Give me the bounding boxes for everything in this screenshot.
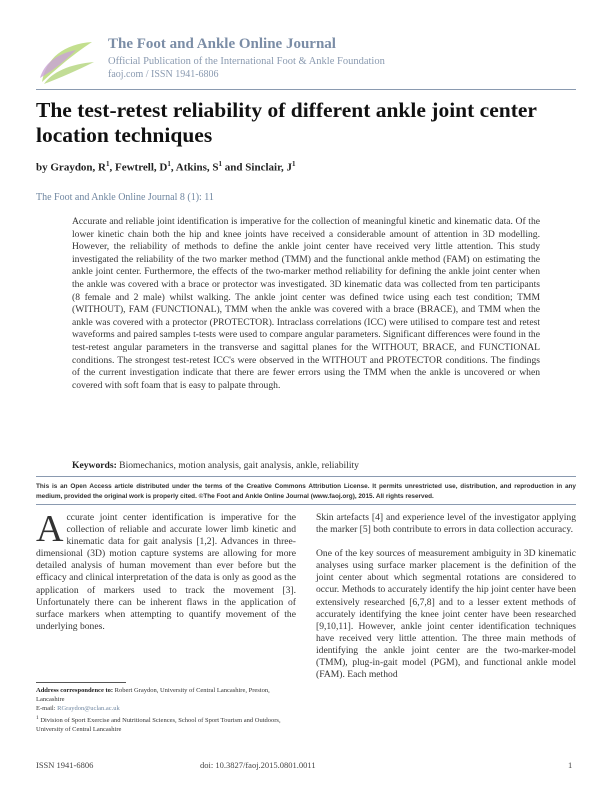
- article-title: The test-retest reliability of different ankle joint center location techniques: [36, 98, 537, 147]
- intro-paragraph-3: One of the key sources of measurement ambiguity in 3D kinematic analyses using surface marker placement is the definition of the joint center about which segmental rotations are considered to occur. Methods to accurately identify the hip joint center have been extensively researched [6,7,8] and to a lesser extent methods of accurately identifying the knee joint center have been researched [9,10,11]. However, ankle joint center identification techniques have received very little attention. The three main methods of identifying the ankle joint center are the two-marker-model (TMM), plug-in-gait model (PGM), and functional ankle model (FAM). Each method: [316, 548, 576, 681]
- correspondence-text: Robert Graydon, University of Central Lancashire, Preston, Lancashire: [36, 687, 270, 704]
- header-rule: [36, 89, 576, 90]
- author-name: Fewtrell, D: [115, 161, 168, 174]
- affiliation-text: Division of Sport Exercise and Nutritional Sciences, School of Sport Tourism and Outdoors, University of Central Lancashire: [36, 716, 281, 733]
- correspondence-rule: [36, 682, 126, 683]
- abstract: Accurate and reliable joint identification is imperative for the collection of meaningful kinetic and kinematic data. Of the lower kinetic chain both the hip and knee joints have received a considerable amount of attention in 3D modelling. However, the reliability of methods to define the ankle joint center have received very little attention. This study investigated the reliability of the two marker method (TMM) and the functional ankle method (FAM) on estimating the ankle joint center. Furthermore, the effects of the two-marker method reliability for defining the ankle joint center when the ankle was covered with a brace or protector was investigated. 3D kinematic data was collected from ten participants (8 female and 2 male) whilst walking. The ankle joint center was defined twice using each test condition; TMM (WITHOUT), FAM (FUNCTIONAL), TMM when the ankle was covered with a brace (BRACE), and TMM when the ankle was covered with a protector (PROTECTOR). Intraclass correlations (ICC) were utilised to compare test and retest waveforms and paired samples t-tests were used to compare angular parameters. Significant differences were found in the test-retest angular parameters in the transverse and sagittal planes for the WITHOUT, BRACE, and FUNCTIONAL conditions. The strongest test-retest ICC's were observed in the WITHOUT and PROTECTOR conditions. The findings of the current investigation indicate that there are fewer errors using the TMM when the ankle is uncovered or when covered with soft foam that is easy to palpate through.: [72, 216, 540, 391]
- email-link[interactable]: RGraydon@uclan.ac.uk: [57, 705, 120, 713]
- journal-name: The Foot and Ankle Online Journal: [108, 36, 336, 52]
- author-affiliation-sup: 1: [218, 160, 223, 168]
- keywords: [72, 460, 540, 471]
- footer-issn: ISSN 1941-6806: [36, 760, 94, 770]
- journal-issn-line: faoj.com / ISSN 1941-6806: [108, 69, 219, 80]
- keywords-label: Keywords:: [72, 460, 117, 471]
- body-left-column: [36, 508, 296, 645]
- author-name: Atkins, S: [175, 161, 219, 174]
- intro-paragraph-2: Skin artefacts [4] and experience level of the investigator applying the marker [5] both contribute to errors in data collection accuracy.: [316, 512, 576, 536]
- author-affiliation-sup: 1: [291, 160, 296, 168]
- body-right-column: [316, 512, 576, 693]
- journal-citation: The Foot and Ankle Online Journal 8 (1): 11: [36, 192, 214, 203]
- email-label: E-mail:: [36, 705, 58, 713]
- footer-doi: doi: 10.3827/faoj.2015.0801.0011: [200, 760, 316, 770]
- author-name: Graydon, R: [50, 161, 106, 174]
- journal-subtitle: Official Publication of the International Foot & Ankle Foundation: [108, 56, 385, 67]
- keywords-text: Biomechanics, motion analysis, gait analysis, ankle, reliability: [116, 460, 359, 471]
- author-list: by Graydon, $R^1$, Fewtrell, $D^1$, Atkins, $S^1$ and Sinclair, $J^1$: [36, 160, 296, 174]
- correspondence-label: Address correspondence to:: [36, 687, 114, 694]
- affiliation-sup: 1: [36, 714, 39, 721]
- license-rule-top: [36, 476, 576, 477]
- correspondence: [36, 686, 296, 734]
- drop-cap: A: [36, 508, 64, 550]
- intro-paragraph-1: ccurate joint center identification is imperative for the collection of reliable and accurate lower limb kinetic and kinematic data for gait analysis [1,2]. Advances in three-dimensional (3D) motion capture systems are allowing for more detailed analysis of human movement than ever before but the efficacy and clinical interpretation of the data is only as good as the application of markers used to track the movement [3]. Unfortunately there can be inherent flaws in the application of surface markers when attempting to quantify movement of the underlying bones.: [36, 512, 296, 632]
- author-name: Sinclair, J: [245, 161, 292, 174]
- leaf-logo-icon: [36, 38, 98, 86]
- license-notice: This is an Open Access article distributed under the terms of the Creative Commons Attribution License. It permits unrestricted use, distribution, and reproduction in any medium, provided the original work is properly cited. ©The Foot and Ankle Online Journal (www.faoj.org), 2015. All rights reserved.: [36, 483, 576, 500]
- author-affiliation-sup: 1: [106, 160, 110, 168]
- author-affiliation-sup: 1: [167, 160, 171, 168]
- page-number: 1: [568, 760, 573, 770]
- license-rule-bottom: [36, 504, 576, 505]
